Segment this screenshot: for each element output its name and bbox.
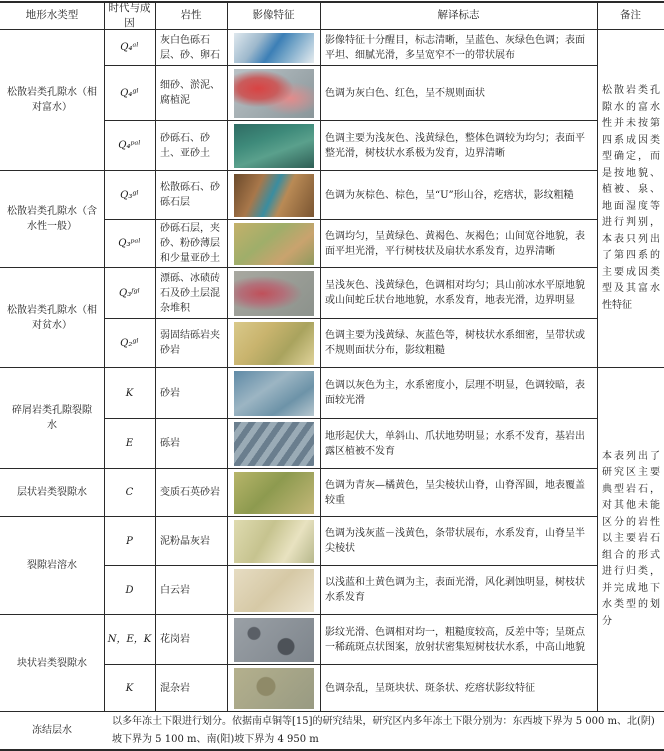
- remote-sensing-image: [234, 371, 314, 416]
- group-label: 碎屑岩类孔隙裂隙水: [12, 405, 92, 431]
- group-label: 裂隙岩溶水: [27, 560, 77, 571]
- interpretation-sign: 色调杂乱，呈斑块状、斑条状、疙瘩状影纹特征: [325, 682, 535, 694]
- header-remark: 备注: [620, 9, 641, 21]
- remote-sensing-image: [234, 569, 314, 612]
- remote-sensing-image: [234, 472, 314, 514]
- lithology-cell: 变质石英砂岩: [160, 487, 220, 498]
- frozen-water-label: 冻结层水: [32, 725, 72, 736]
- age-code: Q₄ᵍˡ: [120, 87, 139, 99]
- group-label: 层状岩类裂隙水: [17, 487, 87, 498]
- age-code: Q₃ᵍˡ: [120, 189, 139, 201]
- remote-sensing-image: [234, 322, 314, 365]
- age-code: Q₄ᵃˡ: [120, 42, 139, 53]
- group-label: 松散岩类孔隙水（相对贫水）: [7, 304, 97, 331]
- frozen-water-description: 以多年冻土下限进行划分。依据南卓铜等[15]的研究结果，研究区内多年冻土下限分别为：东西坡下界为 5 000 m、北(阴)坡下界为 5 100 m、南(阳)坡下界为 4 950 m: [112, 715, 655, 745]
- header-interpretation-sign: 解译标志: [437, 9, 480, 21]
- group-label: 块状岩类裂隙水: [17, 657, 87, 669]
- age-code: K: [125, 387, 134, 399]
- lithology-cell: 砾岩: [160, 438, 180, 449]
- interpretation-sign: 色调为青灰—橘黄色，呈尖棱状山脊，山脊浑圆，地表覆盖较重: [325, 479, 585, 506]
- interpretation-sign: 色调为灰白色、红色，呈不规则面状: [325, 87, 485, 99]
- lithology-cell: 白云岩: [160, 584, 190, 596]
- interpretation-sign: 以浅蓝和土黄色调为主，表面光滑，风化剥蚀明显，树枝状水系发育: [325, 577, 585, 603]
- lithology-cell: 花岗岩: [160, 634, 190, 645]
- header-terrain-water-type: 地形水类型: [25, 9, 79, 21]
- group-label: 松散岩类孔隙水（相对富水）: [7, 87, 97, 113]
- lithology-cell: 弱固结砾岩夹砂岩: [160, 330, 220, 356]
- remote-sensing-image: [234, 174, 314, 217]
- remote-sensing-image: [234, 33, 314, 63]
- remark-bedrock: 本表列出了研究区主要典型岩石，对其他未能区分的岩性以主要岩石组合的形式进行归类，并完成地下水类型的划分: [602, 450, 660, 627]
- lithology-cell: 砂砾石、砂土、亚砂土: [160, 132, 210, 159]
- lithology-cell: 砂砾石层，夹砂、粉砂薄层和少量亚砂土: [160, 223, 220, 264]
- interpretation-sign: 地形起伏大，单斜山、爪状地势明显；水系不发育，基岩出露区植被不发育: [325, 430, 585, 457]
- group-label: 松散岩类孔隙水（含水性一般）: [7, 206, 97, 232]
- interpretation-sign: 影纹光滑、色调相对均一，粗糙度较高，反差中等；呈斑点一稀疏斑点状图案，放射状密集短树枝状水系，中高山地貌: [325, 626, 585, 653]
- lithology-cell: 松散砾石、砂砾石层: [160, 182, 220, 208]
- age-code: K: [125, 682, 134, 694]
- rule: [227, 1, 228, 712]
- remote-sensing-image: [234, 422, 314, 466]
- interpretation-sign: 色调为灰棕色、棕色，呈“U”形山谷，疙瘩状，影纹粗糙: [325, 189, 574, 201]
- interpretation-sign: 色调均匀，呈黄绿色、黄褐色、灰褐色；山间宽谷地貌，表面平坦光滑，平行树枝状及扇状水系发育，边界清晰: [325, 230, 585, 257]
- age-code: Q₄ᵖᵃˡ: [118, 140, 141, 151]
- interpretation-sign: 色调以灰色为主，水系密度小，层理不明显，色调较暗，表面较光滑: [325, 380, 585, 406]
- interpretation-sign: 影像特征十分醒目，标志清晰，呈蓝色、灰绿色色调；表面平坦、细腻光滑，多呈宽窄不一的带状展布: [325, 34, 585, 61]
- remote-sensing-image: [234, 124, 314, 168]
- rule: [0, 749, 664, 751]
- interpretation-sign: 色调主要为浅黄绿、灰蓝色等，树枝状水系细密，呈带状或不规则面状分布，影纹粗糙: [325, 330, 585, 356]
- lithology-cell: 灰白色砾石层、砂、卵石: [160, 34, 220, 61]
- remote-sensing-image: [234, 69, 314, 118]
- lithology-cell: 泥粉晶灰岩: [160, 535, 210, 547]
- age-code: D: [125, 584, 134, 596]
- interpretation-sign: 色调为浅灰蓝－浅黄色，条带状展布，水系发育，山脊呈半尖棱状: [325, 528, 585, 554]
- remote-sensing-image: [234, 668, 314, 709]
- header-lithology: 岩性: [180, 9, 202, 21]
- remark-loose-rock: 松散岩类孔隙水的富水性并未按第四系成因类型确定，而是按地貌、植被、泉、地面湿度等进行判别，本表只列出了第四系的主要成因类型及其富水性特征: [602, 85, 660, 311]
- age-code: Q₃ᵖᵃˡ: [118, 238, 141, 249]
- age-code: P: [126, 535, 133, 547]
- age-code: Q₃ᶠᵍˡ: [119, 287, 140, 299]
- lithology-cell: 砂岩: [160, 387, 180, 399]
- header-age-genesis: 时代与成因: [108, 1, 151, 29]
- lithology-cell: 混杂岩: [160, 682, 190, 694]
- lithology-cell: 漂砾、冰碛砖石及砂土层混杂堆积: [160, 272, 220, 314]
- age-code: E: [125, 438, 134, 449]
- header-image-feature: 影像特征: [252, 9, 295, 21]
- remote-sensing-image: [234, 223, 314, 265]
- age-code: Q₂ᵍˡ: [120, 337, 139, 349]
- age-code: N，E，K: [107, 634, 152, 645]
- lithology-cell: 细砂、淤泥、腐植泥: [160, 80, 220, 106]
- remote-sensing-image: [234, 271, 314, 316]
- interpretation-sign: 呈浅灰色、浅黄绿色，色调相对均匀；具山前冰水平原地貌或山间蛇丘状台地地貌，水系发育，地表光滑，边界明显: [325, 280, 585, 306]
- remote-sensing-image: [234, 618, 314, 662]
- remote-sensing-image: [234, 520, 314, 563]
- age-code: C: [125, 487, 134, 498]
- interpretation-sign: 色调主要为浅灰色、浅黄绿色，整体色调较为均匀；表面平整光滑，树枝状水系极为发育，边界清晰: [325, 132, 585, 159]
